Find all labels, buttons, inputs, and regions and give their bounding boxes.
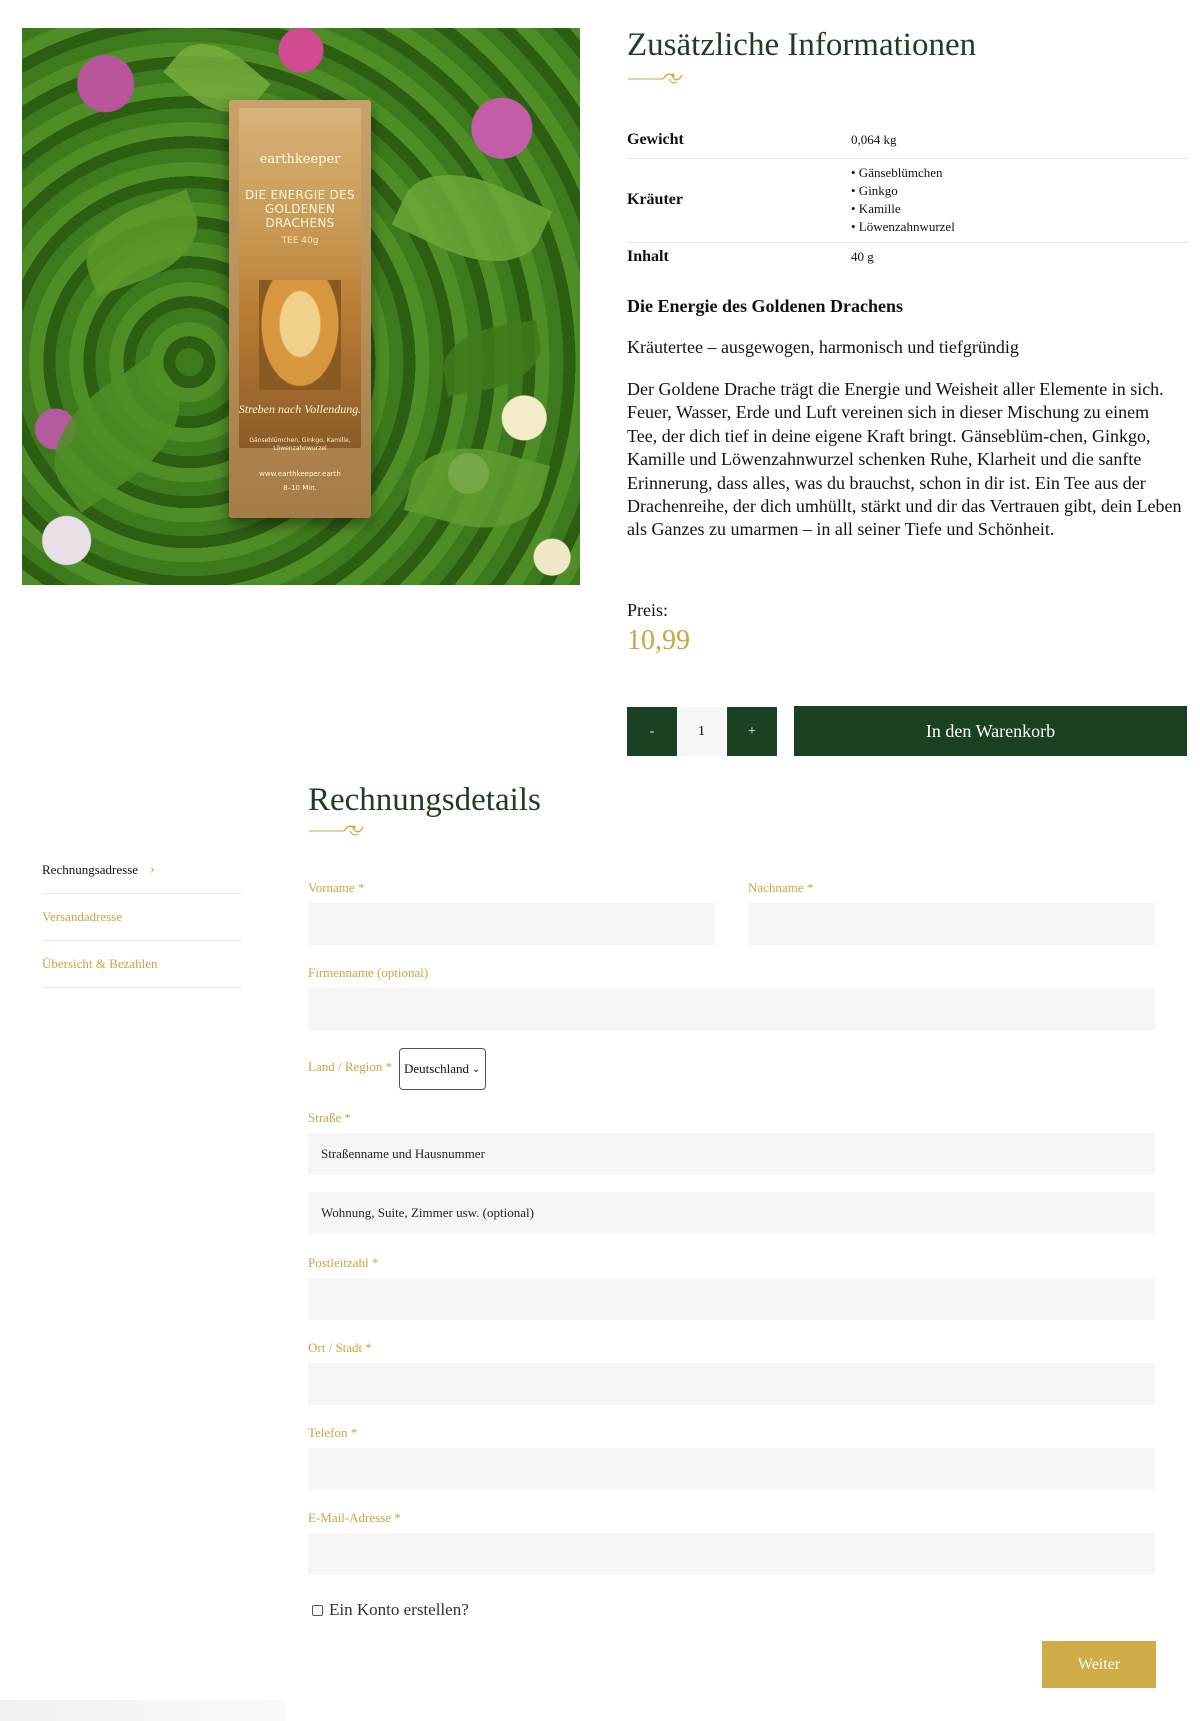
first-name-label: Vorname * bbox=[308, 880, 365, 895]
attribute-row bbox=[627, 158, 1187, 242]
info-title: Zusätzliche Informationen bbox=[627, 27, 977, 63]
attribute-row bbox=[627, 122, 1187, 158]
dragon-illustration bbox=[259, 280, 341, 390]
tea-package bbox=[229, 100, 371, 518]
email-field[interactable] bbox=[308, 1533, 1155, 1575]
country-select[interactable] bbox=[399, 1048, 486, 1090]
product-subtitle: Kräutertee – ausgewogen, harmonisch und tiefgründig bbox=[627, 337, 1019, 357]
quantity-input[interactable] bbox=[677, 707, 726, 756]
last-name-label: Nachname * bbox=[748, 880, 814, 895]
quantity-decrease-button[interactable]: - bbox=[627, 707, 677, 756]
quantity-increase-button[interactable]: + bbox=[727, 707, 777, 756]
attribute-value: 40 g bbox=[851, 249, 874, 265]
step-label: Versandadresse bbox=[42, 909, 123, 924]
flourish-ornament-icon bbox=[627, 70, 685, 86]
attribute-value: 0,064 kg bbox=[851, 122, 1187, 158]
product-description: Der Goldene Drache trägt die Energie und Weisheit aller Elemente in sich. Feuer, Wasser, Erde und Luft vereinen sich in dieser Mischung zu einem Tee, der dich tief in deine eigene Kraft bringt. Gänseblüm-chen, Ginkgo, Kamille und Löwenzahnwurzel schenken Ruhe, Klarheit und die sanfte Erinnerung, dass alles, was du brauchst, schon in dir ist. Ein Tee aus der Drachenreihe, der dich umhüllt, stärkt und dir das Vertrauen gibt, dein Leben als Ganzes zu umarmen – in all seiner Tiefe und Schönheit. bbox=[627, 379, 1182, 540]
attributes-table bbox=[627, 122, 1187, 272]
product-image bbox=[22, 28, 580, 585]
price-value: 10,99 bbox=[627, 625, 690, 656]
package-herbs: Gänseblümchen, Ginkgo, Kamille, Löwenzahnwurzel bbox=[249, 437, 351, 452]
herb-item: • Gänseblümchen bbox=[851, 165, 943, 180]
step-versandadresse[interactable] bbox=[42, 894, 242, 941]
add-to-cart-button[interactable]: In den Warenkorb bbox=[794, 706, 1187, 756]
attribute-key: Inhalt bbox=[627, 248, 669, 266]
chevron-right-icon: › bbox=[150, 862, 155, 877]
price-label: Preis: bbox=[627, 600, 669, 620]
street-label: Straße * bbox=[308, 1110, 351, 1125]
country-selected-value: Deutschland bbox=[404, 1061, 469, 1076]
postcode-field[interactable] bbox=[308, 1278, 1155, 1320]
package-brand: earthkeeper bbox=[259, 152, 341, 167]
city-field[interactable] bbox=[308, 1363, 1155, 1405]
email-label: E-Mail-Adresse * bbox=[308, 1510, 401, 1525]
step-label: Übersicht & Bezahlen bbox=[42, 956, 158, 971]
package-slogan: Streben nach Vollendung. bbox=[238, 402, 362, 416]
company-label: Firmenname (optional) bbox=[308, 965, 429, 980]
attribute-value-list bbox=[851, 158, 1187, 242]
phone-field[interactable] bbox=[308, 1448, 1155, 1490]
company-field[interactable] bbox=[308, 988, 1155, 1030]
herb-item: • Kamille bbox=[851, 201, 901, 216]
postcode-label: Postleitzahl * bbox=[308, 1255, 379, 1270]
country-label: Land / Region * bbox=[308, 1059, 393, 1074]
attribute-row bbox=[627, 242, 1187, 272]
herb-item: • Löwenzahnwurzel bbox=[851, 219, 955, 234]
package-time: 8–10 Min. bbox=[283, 484, 317, 492]
attribute-key: Gewicht bbox=[627, 122, 851, 158]
additional-info-section bbox=[627, 24, 1187, 86]
address-line-2-field[interactable] bbox=[308, 1192, 1155, 1234]
step-uebersicht-bezahlen[interactable] bbox=[42, 941, 242, 988]
package-title: DIE ENERGIE DES GOLDENEN DRACHENS bbox=[245, 188, 355, 230]
create-account-checkbox[interactable] bbox=[312, 1605, 323, 1616]
city-label: Ort / Stadt * bbox=[308, 1340, 372, 1355]
street-field[interactable] bbox=[308, 1133, 1155, 1175]
create-account-label[interactable]: Ein Konto erstellen? bbox=[329, 1600, 469, 1619]
phone-label: Telefon * bbox=[308, 1425, 358, 1440]
footer-shade bbox=[0, 1700, 286, 1721]
step-rechnungsadresse[interactable] bbox=[42, 847, 242, 894]
attribute-key: Kräuter bbox=[627, 158, 851, 242]
next-button[interactable]: Weiter bbox=[1042, 1641, 1156, 1688]
chevron-down-icon: ⌄ bbox=[471, 1063, 481, 1075]
first-name-field[interactable] bbox=[308, 903, 715, 945]
herb-item: • Ginkgo bbox=[851, 183, 898, 198]
checkout-steps bbox=[42, 847, 242, 988]
flourish-ornament-icon bbox=[308, 822, 366, 838]
package-url: www.earthkeeper.earth bbox=[259, 470, 341, 478]
package-weight: TEE 40g bbox=[281, 236, 319, 246]
billing-title: Rechnungsdetails bbox=[308, 782, 541, 818]
last-name-field[interactable] bbox=[748, 903, 1155, 945]
step-label: Rechnungsadresse bbox=[42, 862, 139, 877]
product-name: Die Energie des Goldenen Drachens bbox=[627, 296, 903, 316]
